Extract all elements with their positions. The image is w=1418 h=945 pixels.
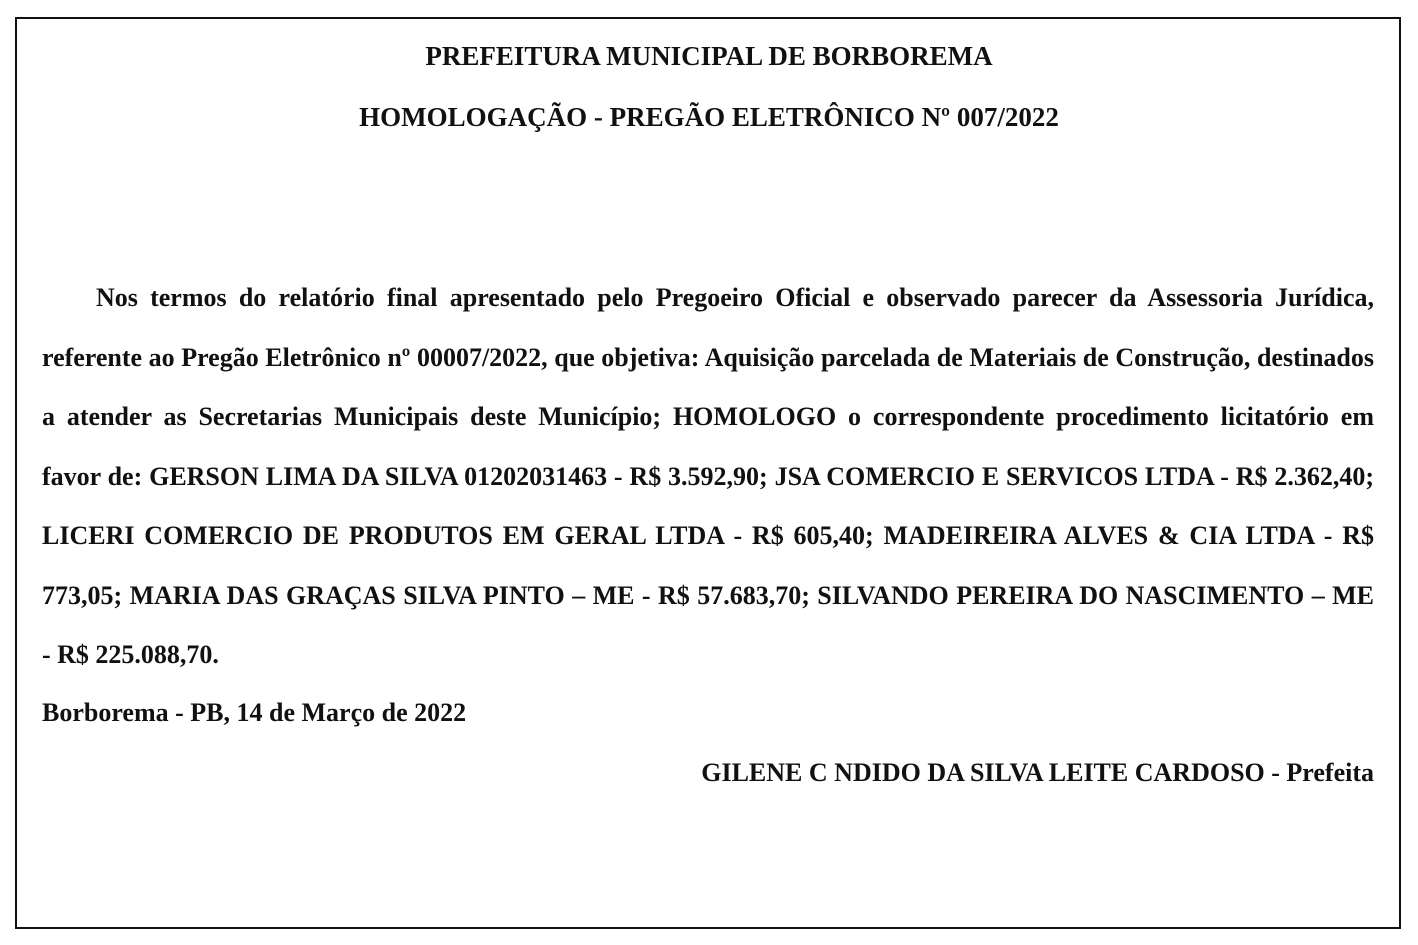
institution-title: PREFEITURA MUNICIPAL DE BORBOREMA: [425, 41, 993, 71]
place-date: Borborema - PB, 14 de Março de 2022: [42, 698, 467, 727]
signature-line: GILENE C NDIDO DA SILVA LEITE CARDOSO - Prefeita: [701, 758, 1374, 787]
homologation-paragraph: Nos termos do relatório final apresentado pelo Pregoeiro Oficial e observado parecer da Assessoria Jurídica, referente ao Pregão Eletrônico nº 00007/2022, que objetiva: Aquisição parcelada de Materiais de Construção, destinados a atender as Secretarias Municipais deste Município; HOMOLOGO o correspondente procedimento licitatório em favor de: GERSON LIMA DA SILVA 01202031463 - R$ 3.592,90; JSA COMERCIO E SERVICOS LTDA - R$ 2.362,40; LICERI COMERCIO DE PRODUTOS EM GERAL LTDA - R$ 605,40; MADEIREIRA ALVES & CIA LTDA - R$ 773,05; MARIA DAS GRAÇAS SILVA PINTO – ME - R$ 57.683,70; SILVANDO PEREIRA DO NASCIMENTO – ME - R$ 225.088,70.: [42, 283, 1374, 669]
act-title: HOMOLOGAÇÃO - PREGÃO ELETRÔNICO Nº 007/2022: [359, 102, 1059, 132]
